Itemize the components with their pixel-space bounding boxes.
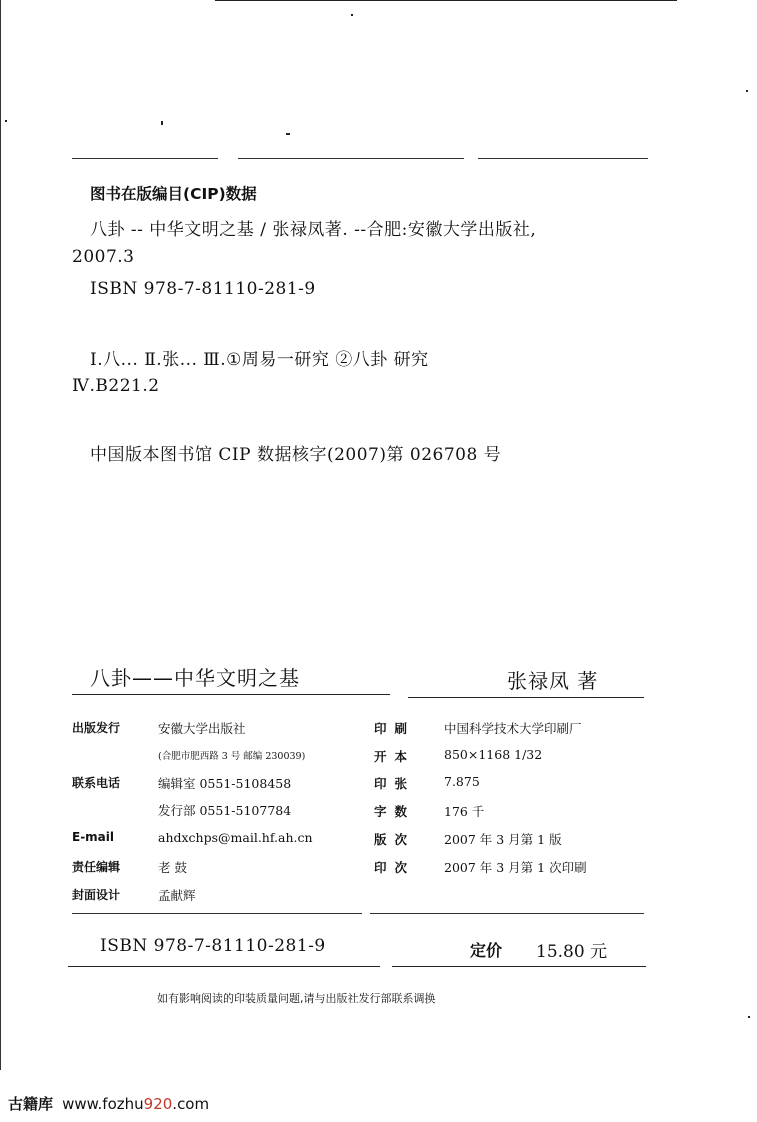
detail-value-printer: 中国科学技术大学印刷厂: [444, 721, 582, 736]
footer-rule-right: [392, 966, 646, 967]
cip-isbn: ISBN 978-7-81110-281-9: [90, 279, 316, 299]
footer-isbn: ISBN 978-7-81110-281-9: [100, 936, 326, 956]
detail-value-printing: 2007 年 3 月第 1 次印刷: [444, 860, 587, 875]
detail-label-printing: 印次: [374, 860, 416, 875]
cip-top-rule: [478, 158, 648, 159]
book-author: 张禄凤 著: [507, 669, 599, 693]
site-name: 古籍库: [8, 1095, 54, 1113]
detail-value-email: ahdxchps@mail.hf.ah.cn: [158, 830, 313, 845]
scan-speck: [5, 120, 7, 122]
site-url-number: 920: [143, 1095, 173, 1113]
detail-label-email: E-mail: [72, 830, 115, 844]
site-url-prefix: www.fozhu: [62, 1095, 144, 1113]
detail-value-editor: 老 鼓: [158, 860, 187, 875]
detail-label-phone: 联系电话: [72, 776, 121, 790]
site-watermark[interactable]: [8, 1093, 209, 1114]
scan-speck: [748, 1016, 750, 1018]
cip-heading: 图书在版编目(CIP)数据: [90, 185, 257, 203]
detail-label-publisher: 出版发行: [72, 721, 121, 735]
detail-value-publisher: 安徽大学出版社: [158, 721, 246, 736]
cip-date-line: 2007.3: [72, 247, 135, 267]
scan-speck: [286, 133, 290, 135]
cip-record-number: 中国版本图书馆 CIP 数据核字(2007)第 026708 号: [90, 445, 502, 465]
cip-class-code: Ⅳ.B221.2: [72, 376, 160, 396]
title-rule-right: [408, 697, 644, 698]
detail-label-editor: 责任编辑: [72, 860, 121, 874]
detail-value-cover-design: 孟献辉: [158, 888, 196, 903]
details-bottom-rule: [72, 913, 362, 914]
scan-speck: [161, 121, 163, 125]
cip-classification: Ⅰ.八... Ⅱ.张... Ⅲ.①周易一研究 ②八卦 研究: [90, 350, 429, 370]
detail-label-sheets: 印张: [374, 776, 416, 791]
detail-value-word-count: 176 千: [444, 804, 485, 819]
cip-top-rule: [72, 158, 218, 159]
site-url-suffix: .com: [172, 1095, 210, 1113]
details-bottom-rule: [370, 913, 644, 914]
footer-rule-left: [68, 966, 380, 967]
detail-value-sales-phone: 发行部 0551-5107784: [158, 803, 292, 818]
book-title: 八卦——中华文明之基: [90, 666, 300, 690]
detail-value-sheets: 7.875: [444, 774, 480, 789]
detail-label-edition: 版次: [374, 832, 416, 847]
top-border-line: [215, 0, 677, 1]
left-border-line: [0, 0, 1, 1070]
scan-speck: [746, 90, 748, 92]
price-value: 15.80 元: [536, 942, 608, 962]
detail-value-address: (合肥市肥西路 3 号 邮编 230039): [158, 751, 306, 762]
detail-value-edition: 2007 年 3 月第 1 版: [444, 832, 562, 847]
cip-top-rule: [238, 158, 464, 159]
price-label: 定价: [470, 941, 503, 960]
scan-speck: [351, 14, 353, 16]
cip-title-line: 八卦 -- 中华文明之基 / 张禄凤著. --合肥:安徽大学出版社,: [90, 220, 537, 240]
detail-value-format: 850×1168 1/32: [444, 747, 543, 762]
detail-value-editorial-phone: 编辑室 0551-5108458: [158, 776, 292, 791]
detail-label-format: 开本: [374, 749, 416, 764]
detail-label-cover-design: 封面设计: [72, 888, 121, 902]
detail-label-word-count: 字数: [374, 804, 416, 819]
detail-label-printer: 印刷: [374, 721, 416, 736]
title-rule-left: [72, 694, 390, 695]
quality-notice: 如有影响阅读的印装质量问题,请与出版社发行部联系调换: [157, 992, 436, 1005]
